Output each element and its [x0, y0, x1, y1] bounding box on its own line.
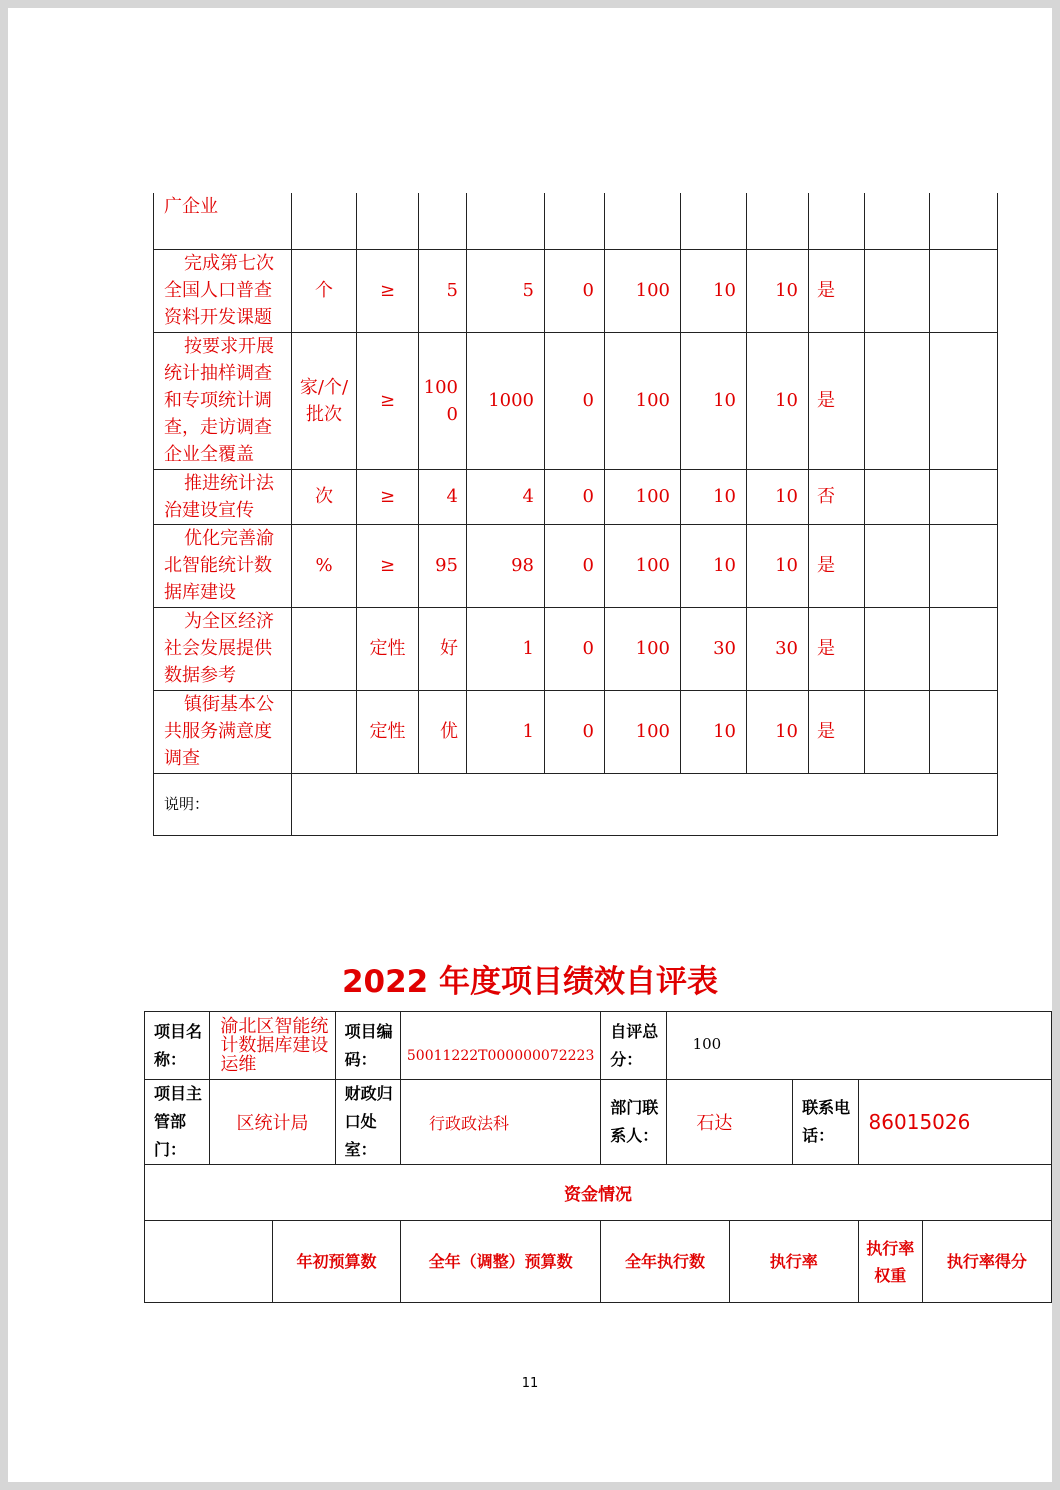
table-row [154, 469, 998, 524]
indicator-name: 完成第七次全国人口普查资料开发课题 [154, 249, 292, 332]
indicator-name: 按要求开展统计抽样调查和专项统计调查，走访调查企业全覆盖 [154, 332, 292, 469]
project-info-table [144, 1011, 1052, 1303]
indicator-unit [292, 607, 357, 690]
finance-value: 行政政法科 [401, 1080, 601, 1165]
indicator-blank [930, 607, 998, 690]
indicator-blank [865, 249, 930, 332]
table-row [154, 249, 998, 332]
indicator-name: 为全区经济社会发展提供数据参考 [154, 607, 292, 690]
indicator-score: 30 [747, 607, 809, 690]
indicator-blank [930, 332, 998, 469]
self-score: 100 [666, 1012, 1051, 1080]
indicator-operator: ≥ [357, 249, 419, 332]
indicator-operator: 定性 [357, 690, 419, 773]
indicator-blank [930, 524, 998, 607]
indicator-deviation: 0 [545, 524, 605, 607]
indicator-score: 10 [747, 690, 809, 773]
self-score-label: 自评总分： [601, 1012, 666, 1080]
indicator-target: 95 [419, 524, 467, 607]
indicator-deviation: 0 [545, 332, 605, 469]
project-name: 渝北区智能统计数据库建设运维 [210, 1012, 335, 1080]
indicator-unit: % [292, 524, 357, 607]
table-row [154, 607, 998, 690]
indicator-rate: 100 [605, 524, 681, 607]
indicator-blank [930, 249, 998, 332]
indicator-rate: 100 [605, 690, 681, 773]
indicator-rate: 100 [605, 332, 681, 469]
funds-header-row [145, 1221, 1052, 1303]
indicator-actual: 1 [467, 607, 545, 690]
indicator-score: 10 [747, 524, 809, 607]
indicator-score: 10 [747, 332, 809, 469]
indicator-blank [865, 332, 930, 469]
indicator-weight: 10 [681, 524, 747, 607]
indicator-rate: 100 [605, 469, 681, 524]
indicator-name: 优化完善渝北智能统计数据库建设 [154, 524, 292, 607]
indicator-blank [865, 524, 930, 607]
indicator-actual: 5 [467, 249, 545, 332]
indicator-operator: ≥ [357, 332, 419, 469]
indicator-target: 好 [419, 607, 467, 690]
indicator-name: 广企业 [154, 193, 292, 249]
project-code-label: 项目编码： [335, 1012, 400, 1080]
indicator-score: 10 [747, 469, 809, 524]
indicator-weight: 30 [681, 607, 747, 690]
table-row [154, 524, 998, 607]
table-row [154, 332, 998, 469]
table-row [154, 193, 998, 249]
indicator-flag: 是 [809, 332, 865, 469]
indicator-rate: 100 [605, 607, 681, 690]
note-label: 说明： [154, 773, 292, 835]
note-row [154, 773, 998, 835]
indicator-flag: 是 [809, 524, 865, 607]
indicator-blank [865, 469, 930, 524]
indicator-actual: 1000 [467, 332, 545, 469]
header-adjusted-budget: 全年（调整）预算数 [401, 1221, 601, 1303]
contact-value: 石达 [666, 1080, 793, 1165]
document-page [8, 8, 1052, 1482]
indicator-actual: 4 [467, 469, 545, 524]
indicator-blank [930, 469, 998, 524]
dept-value: 区统计局 [210, 1080, 335, 1165]
indicator-unit: 家/个/批次 [292, 332, 357, 469]
phone-label: 联系电话： [793, 1080, 858, 1165]
header-execution-rate: 执行率 [729, 1221, 858, 1303]
dept-label: 项目主管部门： [145, 1080, 210, 1165]
funds-header-blank [145, 1221, 273, 1303]
indicator-weight: 10 [681, 469, 747, 524]
project-code: 50011222T000000072223 [401, 1012, 601, 1080]
indicator-score: 10 [747, 249, 809, 332]
indicator-flag: 是 [809, 690, 865, 773]
indicator-deviation: 0 [545, 607, 605, 690]
indicator-blank [865, 690, 930, 773]
project-name-label: 项目名称： [145, 1012, 210, 1080]
indicator-unit [292, 690, 357, 773]
indicator-flag: 否 [809, 469, 865, 524]
indicator-weight: 10 [681, 249, 747, 332]
form-title: 2022 年度项目绩效自评表 [341, 964, 719, 1000]
indicator-actual: 98 [467, 524, 545, 607]
indicator-weight: 10 [681, 332, 747, 469]
indicator-target: 4 [419, 469, 467, 524]
page-number: 11 [521, 1376, 539, 1391]
indicator-deviation: 0 [545, 690, 605, 773]
indicator-name: 镇街基本公共服务满意度调查 [154, 690, 292, 773]
header-initial-budget: 年初预算数 [273, 1221, 401, 1303]
indicator-unit: 个 [292, 249, 357, 332]
header-execution: 全年执行数 [601, 1221, 730, 1303]
header-rate-score: 执行率得分 [922, 1221, 1051, 1303]
indicator-flag: 是 [809, 607, 865, 690]
indicator-table [153, 193, 998, 836]
indicator-deviation: 0 [545, 249, 605, 332]
indicator-flag: 是 [809, 249, 865, 332]
indicator-target: 优 [419, 690, 467, 773]
indicator-deviation: 0 [545, 469, 605, 524]
note-content [292, 773, 998, 835]
phone-value: 86015026 [858, 1080, 1051, 1165]
header-rate-weight: 执行率权重 [858, 1221, 922, 1303]
funds-section-title: 资金情况 [145, 1165, 1052, 1221]
indicator-weight: 10 [681, 690, 747, 773]
indicator-name: 推进统计法治建设宣传 [154, 469, 292, 524]
contact-label: 部门联系人： [601, 1080, 666, 1165]
indicator-blank [865, 607, 930, 690]
indicator-target: 1000 [419, 332, 467, 469]
finance-label: 财政归口处室： [335, 1080, 400, 1165]
indicator-blank [930, 690, 998, 773]
indicator-target: 5 [419, 249, 467, 332]
table-row [154, 690, 998, 773]
indicator-operator: ≥ [357, 469, 419, 524]
indicator-operator: ≥ [357, 524, 419, 607]
indicator-rate: 100 [605, 249, 681, 332]
indicator-actual: 1 [467, 690, 545, 773]
indicator-unit: 次 [292, 469, 357, 524]
indicator-operator: 定性 [357, 607, 419, 690]
